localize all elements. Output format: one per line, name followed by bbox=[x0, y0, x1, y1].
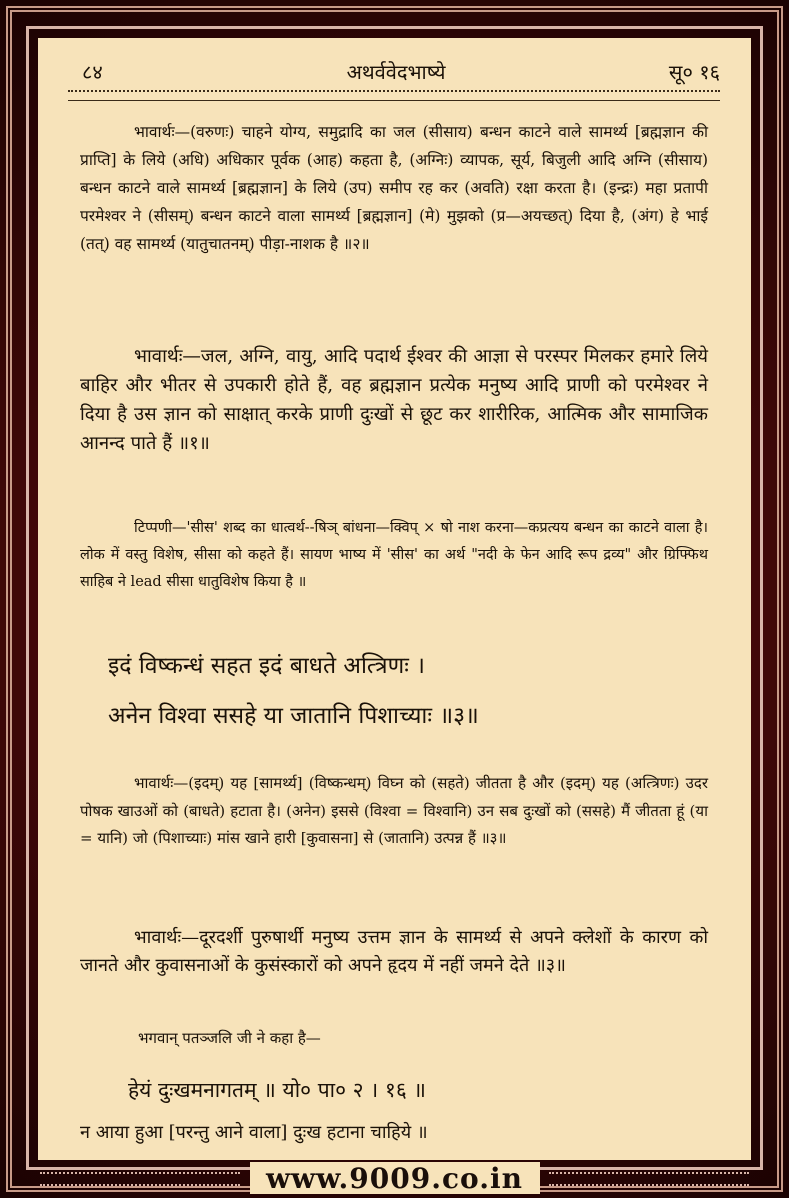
verse-line-1: इदं विष्कन्धं सहत इदं बाधते अत्त्रिणः । bbox=[108, 653, 425, 679]
note-paragraph: टिप्पणी—'सीस' शब्द का धात्वर्थ--षिञ् बांधना—क्विप् × षो नाश करना—कप्रत्यय बन्धन का काटने वाला है। लोक में वस्तु विशेष, सीसा को कहते हैं। सायण भाष्य में 'सीस' का अर्थ "नदी के फेन आदि रूप द्रव्य" और ग्रिफ्फिथ साहिब ने lead सीसा धातुविशेष किया है ॥ bbox=[80, 520, 708, 590]
commentary-paragraph-3: भावार्थः—(इदम्) यह [सामर्थ्य] (विष्कन्धम्) विघ्न को (सहते) जीतता है और (इदम्) यह (अत्त्रिणः) उदर पोषक खाउओं को (बाधते) हटाता है। (अनेन) इससे (विश्वा = विश्वानि) उन सब दुःखों को (ससहे) मैं जीतता हूं (या = यानि) जो (पिशाच्याः) मांस खाने हारी [कुवासना] से (जातानि) उत्पन्न हैं ॥३॥ bbox=[80, 774, 708, 847]
commentary-paragraph-4: भावार्थः—दूरदर्शी पुरुषार्थी मनुष्य उत्तम ज्ञान के सामर्थ्य से अपने क्लेशों के कारण को जानते और कुवासनाओं के कुसंस्कारों को अपने हृदय में नहीं जमने देते ॥३॥ bbox=[80, 927, 708, 976]
website-watermark: www.9009.co.in bbox=[266, 1162, 523, 1195]
commentary-paragraph-2: भावार्थः—जल, अग्नि, वायु, आदि पदार्थ ईश्वर की आज्ञा से परस्पर मिलकर हमारे लिये बाहिर और भीतर से उपकारी होते हैं, वह ब्रह्मज्ञान प्रत्येक मनुष्य आदि प्राणी को परमेश्वर ने दिया है उस ज्ञान को साक्षात् करके प्राणी दुःखों से छूट कर शारीरिक, आत्मिक और सामाजिक आनन्द पाते हैं ॥१॥ bbox=[80, 346, 708, 454]
commentary-paragraph-1: भावार्थः—(वरुणः) चाहने योग्य, समुद्रादि का जल (सीसाय) बन्धन काटने वाले सामर्थ्य [ब्रह्मज्ञान की प्राप्ति] के लिये (अधि) अधिकार पूर्वक (आह) कहता है, (अग्निः) व्यापक, सूर्य, बिजुली आदि अग्नि (सीसाय) बन्धन काटने वाले सामर्थ्य [ब्रह्मज्ञान] के लिये (उप) समीप रह कर (अवति) रक्षा करता है। (इन्द्रः) महा प्रतापी परमेश्वर ने (सीसम्) बन्धन काटने वाला सामर्थ्य [ब्रह्मज्ञान] (मे) मुझको (प्र—अयच्छत्) दिया है, (अंग) हे भाई (तत्) वह सामर्थ्य (यातुचातनम्) पीड़ा-नाशक है ॥२॥ bbox=[80, 123, 708, 253]
section-label: सू० १६ bbox=[668, 60, 720, 84]
page-number: ८४ bbox=[82, 60, 103, 84]
page-footer bbox=[0, 1160, 789, 1198]
book-page bbox=[38, 38, 751, 1160]
sutra-translation: न आया हुआ [परन्तु आने वाला] दुःख हटाना चाहिये ॥ bbox=[80, 1122, 428, 1143]
page-header bbox=[72, 56, 720, 86]
book-title: अथर्ववेदभाष्ये bbox=[346, 60, 446, 84]
header-divider bbox=[68, 90, 720, 101]
sutra-quote: हेयं दुःखमनागतम् ॥ यो० पा० २ । १६ ॥ bbox=[128, 1078, 427, 1102]
quote-intro: भगवान् पतञ्जलि जी ने कहा है— bbox=[138, 1029, 321, 1047]
verse-line-2: अनेन विश्वा ससहे या जातानि पिशाच्याः ॥३॥ bbox=[108, 703, 479, 729]
